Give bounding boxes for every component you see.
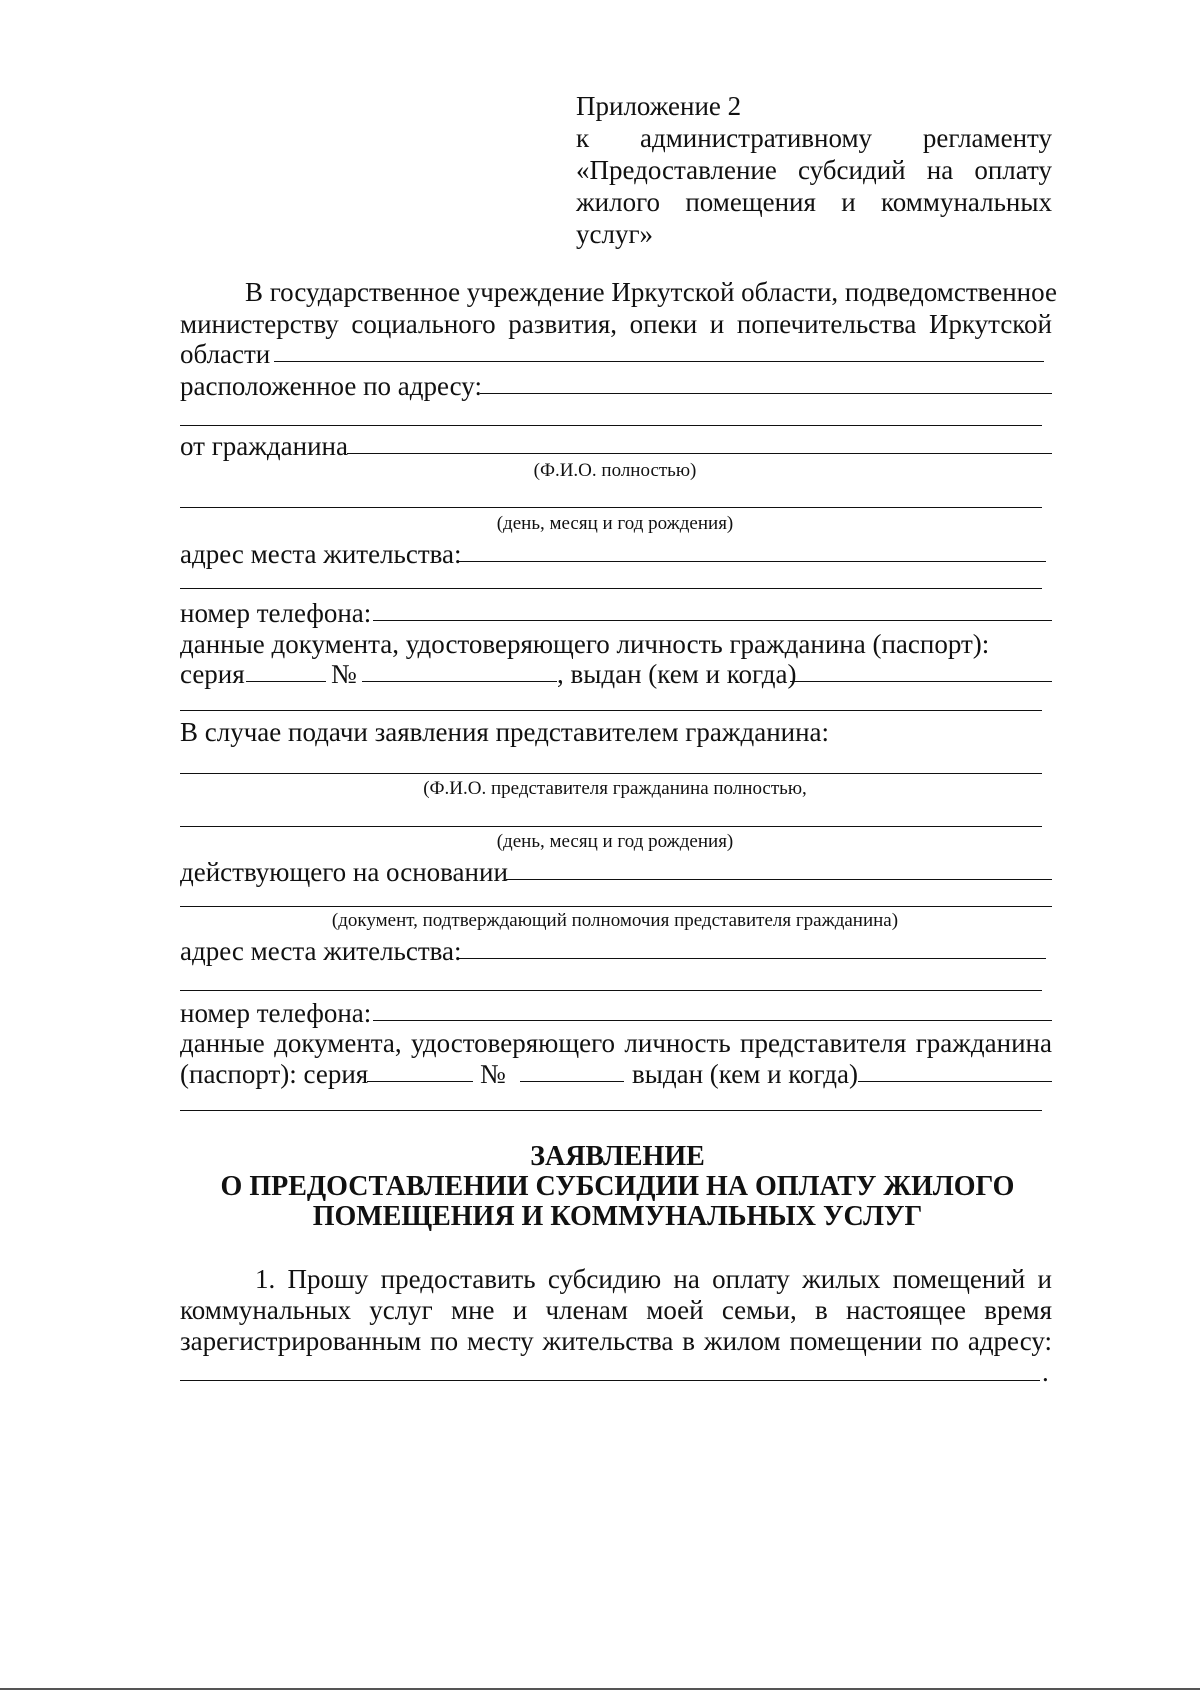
institution-address-field-2[interactable] — [180, 425, 1042, 426]
representative-issued-label: выдан (кем и когда) — [632, 1059, 858, 1089]
statement-title: ЗАЯВЛЕНИЕ — [530, 1141, 705, 1172]
representative-address-label: адрес места жительства: — [180, 936, 462, 966]
applicant-phone-field[interactable] — [373, 620, 1052, 621]
representative-passport-number-field[interactable] — [520, 1081, 624, 1082]
representative-passport-issued-field[interactable] — [858, 1081, 1052, 1082]
appendix-line: услуг» — [576, 219, 654, 249]
statement-paragraph-line: коммунальных услуг мне и членам моей семьи, в настоящее время — [180, 1295, 1052, 1325]
representative-basis-field[interactable] — [506, 879, 1052, 880]
applicant-passport-series-field[interactable] — [246, 681, 326, 682]
applicant-series-label: серия — [180, 659, 245, 689]
statement-title: ПОМЕЩЕНИЯ И КОММУНАЛЬНЫХ УСЛУГ — [312, 1201, 923, 1232]
appendix-line: «Предоставление субсидий на оплату — [576, 155, 1052, 185]
representative-basis-field-2[interactable] — [180, 906, 1052, 907]
representative-passport-issued-field-2[interactable] — [180, 1110, 1042, 1111]
applicant-issued-label: , выдан (кем и когда) — [557, 659, 797, 689]
applicant-birthdate-field[interactable] — [180, 507, 1042, 508]
applicant-passport-issued-field-2[interactable] — [180, 710, 1042, 711]
applicant-address-label: адрес места жительства: — [180, 539, 462, 569]
addressee-line: министерству социального развития, опеки и попечительства Иркутской — [180, 309, 1052, 339]
applicant-number-sign: № — [331, 659, 357, 689]
applicant-address-field-2[interactable] — [180, 588, 1042, 589]
scan-edge-line — [0, 1688, 1200, 1690]
applicant-phone-label: номер телефона: — [180, 598, 372, 628]
statement-paragraph-end: . — [1042, 1357, 1049, 1387]
representative-basis-label: действующего на основании — [180, 857, 508, 887]
appendix-title: Приложение 2 — [576, 91, 742, 121]
institution-name-field[interactable] — [274, 361, 1044, 362]
representative-fio-field[interactable] — [180, 773, 1042, 774]
applicant-fio-hint: (Ф.И.О. полностью) — [533, 460, 697, 481]
addressee-line: В государственное учреждение Иркутской области, подведомственное — [245, 277, 1057, 307]
representative-birthdate-field[interactable] — [180, 826, 1042, 827]
applicant-passport-issued-field[interactable] — [790, 681, 1052, 682]
representative-phone-field[interactable] — [373, 1020, 1052, 1021]
statement-title: О ПРЕДОСТАВЛЕНИИ СУБСИДИИ НА ОПЛАТУ ЖИЛОГО — [220, 1171, 1015, 1202]
applicant-passport-number-field[interactable] — [362, 681, 557, 682]
applicant-document-label: данные документа, удостоверяющего личность гражданина (паспорт): — [180, 629, 990, 659]
representative-passport-series-field[interactable] — [367, 1081, 473, 1082]
representative-fio-hint: (Ф.И.О. представителя гражданина полностью, — [423, 778, 807, 799]
institution-address-label: расположенное по адресу: — [180, 371, 482, 401]
institution-address-field[interactable] — [480, 393, 1052, 394]
representative-address-field-2[interactable] — [180, 990, 1042, 991]
appendix-line: к административному регламенту — [576, 123, 1052, 153]
applicant-fio-field[interactable] — [347, 453, 1052, 454]
representative-number-sign: № — [480, 1059, 506, 1089]
statement-paragraph-line: 1. Прошу предоставить субсидию на оплату жилых помещений и — [255, 1264, 1052, 1294]
residence-address-field[interactable] — [180, 1380, 1040, 1381]
representative-basis-hint: (документ, подтверждающий полномочия представителя гражданина) — [331, 910, 899, 931]
applicant-birthdate-hint: (день, месяц и год рождения) — [496, 513, 734, 534]
representative-birthdate-hint: (день, месяц и год рождения) — [496, 831, 734, 852]
statement-paragraph-line: зарегистрированным по месту жительства в жилом помещении по адресу: — [180, 1326, 1052, 1356]
applicant-address-field[interactable] — [457, 561, 1046, 562]
addressee-region-label: области — [180, 339, 271, 369]
representative-phone-label: номер телефона: — [180, 998, 372, 1028]
representative-document-label: данные документа, удостоверяющего личность представителя гражданина — [180, 1028, 1052, 1058]
applicant-from-label: от гражданина — [180, 431, 348, 461]
representative-address-field[interactable] — [457, 958, 1046, 959]
representative-intro: В случае подачи заявления представителем гражданина: — [180, 717, 830, 747]
appendix-line: жилого помещения и коммунальных — [576, 187, 1052, 217]
representative-passport-series-label: (паспорт): серия — [180, 1059, 369, 1089]
